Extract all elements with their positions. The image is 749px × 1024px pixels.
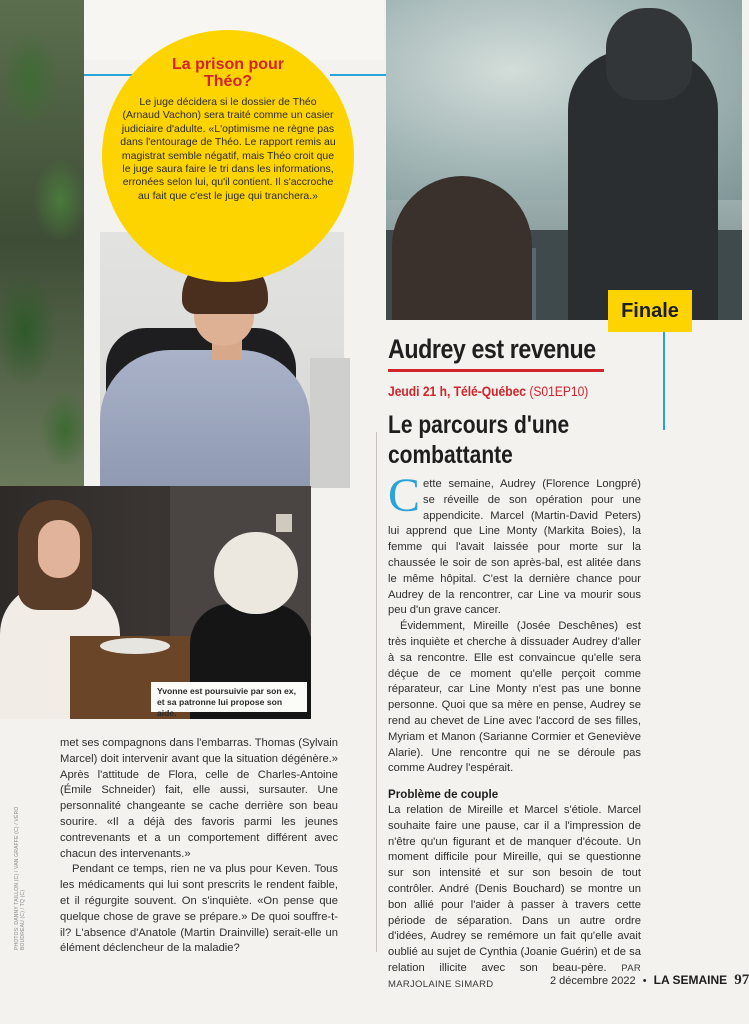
issue-date: 2 décembre 2022 xyxy=(550,975,636,987)
title-underline xyxy=(388,369,604,372)
article-body xyxy=(388,469,641,993)
magazine-logo: LA SEMAINE xyxy=(653,973,728,987)
finale-tag: Finale xyxy=(608,290,692,332)
white-hair-shape xyxy=(214,532,298,614)
paragraph: met ses compagnons dans l'embarras. Thomas (Sylvain Marcel) doit intervenir avant que la situation dégénère.» Après l'attitude de Flora, celle de Charles-Antoine (Émile Schneider) fait, elle aussi, sursauter. Une personnalité changeante se cache derrière son beau sourire. «Il a déjà des favoris parmi les jeunes contrevenants et a un comportement différent avec chacun des intervenants.» xyxy=(60,737,339,860)
paragraph xyxy=(388,803,641,993)
separator: • xyxy=(642,975,647,987)
callout-body: Le juge décidera si le dossier de Théo (Arnaud Vachon) sera traité comme un casier judiciaire d'adulte. «L'optimisme ne règne pas dans l'entourage de Théo. Le rapport remis au magistrat semble négatif, mais Théo croit que le juge saura faire le tri dans les informations, erronées selon lui, qu'il contient. Il s'accroche au fait que c'est le juge qui tranchera.» xyxy=(120,96,336,202)
face-shape xyxy=(38,520,80,578)
woman-hair-shape xyxy=(392,176,532,320)
decorative-rule xyxy=(330,74,386,76)
byline: PAR MARJOLAINE SIMARD xyxy=(388,962,641,990)
paragraph: Évidemment, Mireille (Josée Deschênes) est très inquiète et cherche à dissuader Audrey d'aller à sa rencontre. Elle est convaincue qu'elle sera déçue de ce moment qu'elle perçoit comme réparateur, car Line Monty n'est pas une bonne personne. Quoi que sa mère en pense, Audrey se rend au chevet de Line avec l'accord de ses filles, Myriam et Manon (Sarianne Cormier et Geneviève Alarie). Une rencontre qui ne se déroule pas comme Audrey l'espérait. xyxy=(388,620,641,775)
photo-credit: PHOTOS: DANNY TAILLON (C) / VAN GRAFFE (C) / VÉRO BOUDREAU (C) / TQ (C) xyxy=(14,806,26,950)
callout-title: La prison pour Théo? xyxy=(172,56,284,90)
left-column-text xyxy=(60,736,338,957)
frame-shape xyxy=(276,514,292,532)
broadcast-schedule xyxy=(388,384,658,399)
schedule-text: Jeudi 21 h, Télé-Québec xyxy=(388,384,526,399)
decorative-rule xyxy=(663,332,665,430)
article-title: Audrey est revenue xyxy=(388,334,596,364)
desk-shape xyxy=(310,358,350,488)
page-number: 97 xyxy=(734,972,749,988)
column-divider xyxy=(376,432,377,952)
plate-shape xyxy=(100,638,170,654)
page-footer xyxy=(550,972,749,989)
paragraph xyxy=(388,469,641,619)
drop-cap: C xyxy=(388,469,421,522)
episode-code: (S01EP10) xyxy=(529,384,589,399)
plant-background-image xyxy=(0,0,84,486)
audrey-photo xyxy=(386,0,742,320)
paragraph-text: La relation de Mireille et Marcel s'étiole. Marcel souhaite faire une pause, car il a l'impression de n'être qu'un figurant et de manquer d'écoute. Un moment difficile pour Mireille, qui se questionne sur son intensité et sur son besoin de tout contrôler. André (Denis Bouchard) se montre un bon allié pour l'aider à passer à travers cette période de séparation. Dans un autre ordre d'idées, Audrey se remémore un fait qu'elle avait oublié au sujet de Cynthia (Joanie Guérin) et de sa relation illicite avec son beau-père. xyxy=(388,803,641,974)
shirt-shape xyxy=(100,350,310,490)
section-heading: Problème de couple xyxy=(388,788,499,802)
paragraph-text: ette semaine, Audrey (Florence Longpré) se réveille de son opération pour une appendicite. Marcel (Martin-David Peters) lui apprend que Line Monty (Markita Boies), la femme qui l'avait laissée pour morte sur la chaussée le soir de son après-bal, est alitée dans le même hôpital. C'est la dernière chance pour Audrey de la rencontrer, car Line va mourir sous peu d'un grave cancer. xyxy=(388,478,641,617)
figure-head-shape xyxy=(606,8,692,100)
photo-caption: Yvonne est poursuivie par son ex, et sa patronne lui propose son aide. xyxy=(151,682,307,712)
paragraph: Pendant ce temps, rien ne va plus pour Keven. Tous les médicaments qui lui sont prescrits le rendent faible, et il régurgite souvent. On s'inquiète. «On pense que quelque chose de grave se prépare.» De quoi souffre-t-il? L'absence d'Anatole (Martin Drainville) serait-elle un élément déclencheur de la maladie? xyxy=(60,863,338,955)
article-subtitle: Le parcours d'une combattante xyxy=(388,411,570,469)
sidebar-callout xyxy=(102,30,354,282)
